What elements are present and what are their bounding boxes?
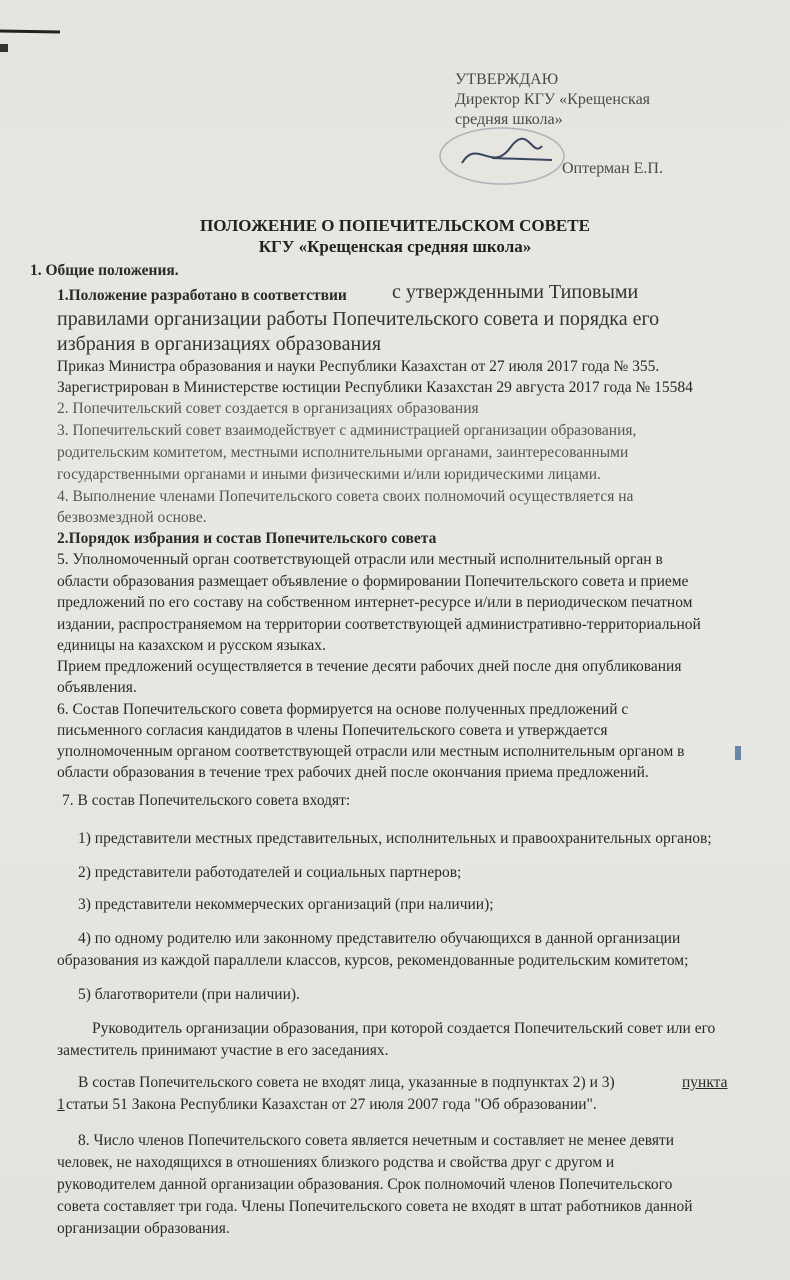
text-line: уполномоченным органом соответствующей отрасли или местным исполнительным органом в (57, 743, 685, 760)
text-line: 5. Уполномоченный орган соответствующей отрасли или местный исполнительный орган в (57, 551, 663, 568)
text-line: человек, не находящихся в отношениях близкого родства и свойства друг с другом и (57, 1154, 615, 1171)
text-line: избрания в организациях образования (57, 333, 382, 355)
text-line: области образования размещает объявление о формировании Попечительского совета и приеме (57, 573, 689, 590)
list-item: 4) по одному родителю или законному представителю обучающихся в данной организации (78, 930, 681, 947)
text-line: 2. Попечительский совет создается в организациях образования (57, 400, 479, 417)
section-heading: 2.Порядок избрания и состав Попечительского совета (57, 530, 437, 547)
text-line: единицы на казахском и русском языках. (57, 637, 326, 654)
approve-word: УТВЕРЖДАЮ (455, 71, 559, 88)
text-line: Зарегистрирован в Министерстве юстиции Республики Казахстан 29 августа 2017 года № 15584 (57, 379, 693, 396)
text-line: 1.Положение разработано в соответствии (57, 287, 347, 304)
text-line: правилами организации работы Попечительского совета и порядка его (57, 308, 660, 330)
section-heading: 1. Общие положения. (30, 262, 179, 279)
approver-position: Директор КГУ «Крещенская (455, 91, 651, 108)
doc-title: ПОЛОЖЕНИЕ О ПОПЕЧИТЕЛЬСКОМ СОВЕТЕ (200, 216, 590, 235)
text-line: Прием предложений осуществляется в течение десяти рабочих дней после дня опубликования (57, 658, 682, 675)
text-line: с утвержденными Типовыми (392, 281, 639, 303)
text-line: статьи 51 Закона Республики Казахстан от 27 июля 2007 года "Об образовании". (66, 1096, 597, 1113)
doc-subtitle: КГУ «Крещенская средняя школа» (258, 237, 532, 256)
law-link[interactable]: 1 (57, 1096, 65, 1113)
list-item: 1) представители местных представительных, исполнительных и правоохранительных органов; (78, 830, 712, 847)
text-line: издании, распространяемом на территории соответствующей административно-территориальной (57, 616, 701, 633)
text-line: 6. Состав Попечительского совета формируется на основе полученных предложений с (57, 701, 629, 718)
text-line: 4. Выполнение членами Попечительского совета своих полномочий осуществляется на (57, 488, 634, 505)
text-line: руководителем данной организации образования. Срок полномочий членов Попечительского (57, 1176, 673, 1193)
text-line: образования из каждой параллели классов, курсов, рекомендованные родительским комитетом; (57, 952, 689, 969)
edge-mark (0, 29, 60, 33)
text-line: В состав Попечительского совета не входят лица, указанные в подпунктах 2) и 3) (78, 1074, 615, 1091)
text-line: письменного согласия кандидатов в члены Попечительского совета и утверждается (57, 722, 608, 739)
text-line: Приказ Министра образования и науки Республики Казахстан от 27 июля 2017 года № 355. (57, 358, 660, 375)
text-line: объявления. (57, 679, 137, 696)
approver-position-cont: средняя школа» (455, 111, 563, 128)
text-line: области образования в течение трех рабочих дней после окончания приема предложений. (57, 764, 649, 781)
list-item: 3) представители некоммерческих организаций (при наличии); (78, 896, 494, 913)
edge-dot (0, 44, 8, 52)
list-item: 5) благотворители (при наличии). (78, 986, 300, 1003)
text-line: 7. В состав Попечительского совета входят: (62, 792, 351, 809)
text-line: заместитель принимают участие в его заседаниях. (57, 1042, 389, 1059)
text-line: государственными органами и иными физическими и/или юридическими лицами. (57, 466, 601, 483)
text-line: предложений по его составу на собственном интернет-ресурсе и/или в периодическом печатном (57, 594, 693, 611)
law-link[interactable]: пункта (682, 1074, 728, 1091)
text-line: совета составляет три года. Члены Попечительского совета не входят в штат работников данной (57, 1198, 693, 1215)
text-line: Руководитель организации образования, при которой создается Попечительский совет или его (92, 1020, 716, 1037)
text-line: 8. Число членов Попечительского совета является нечетным и составляет не менее девяти (78, 1132, 675, 1149)
ink-mark (735, 746, 741, 760)
signature-stamp (432, 118, 582, 188)
list-item: 2) представители работодателей и социальных партнеров; (78, 864, 462, 881)
text-line: 3. Попечительский совет взаимодействует с администрацией организации образования, (57, 422, 637, 439)
text-line: родительским комитетом, местными исполнительными органами, заинтересованными (57, 444, 629, 461)
text-line: организации образования. (57, 1220, 230, 1237)
text-line: безвозмездной основе. (57, 509, 207, 526)
signer-name: Оптерман Е.П. (562, 160, 663, 177)
